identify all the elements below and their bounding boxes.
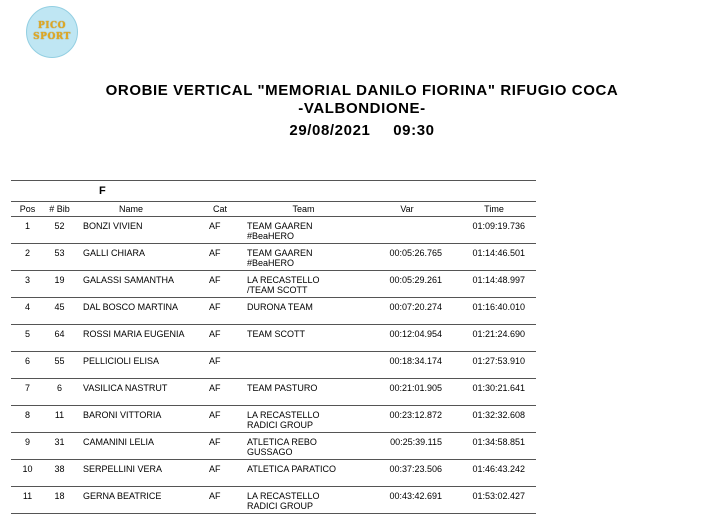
team-cell <box>245 433 362 460</box>
col-header-cat: Cat <box>195 202 245 217</box>
category-header-row <box>11 181 536 202</box>
col-header-bib: # Bib <box>44 202 75 217</box>
pos-cell: 4 <box>11 298 44 325</box>
pos-cell: 5 <box>11 325 44 352</box>
logo-line2: SPORT <box>33 32 71 42</box>
col-header-name: Name <box>75 202 195 217</box>
name-cell: SERPELLINI VERA <box>75 460 195 487</box>
pos-cell: 10 <box>11 460 44 487</box>
time-cell: 01:32:32.608 <box>452 406 536 433</box>
table-row <box>11 298 536 325</box>
time-cell: 01:14:46.501 <box>452 244 536 271</box>
cat-cell: AF <box>195 352 245 379</box>
team-line1: ATLETICA REBO <box>247 437 317 447</box>
col-header-time: Time <box>452 202 536 217</box>
time-cell: 01:16:40.010 <box>452 298 536 325</box>
team-cell <box>245 406 362 433</box>
team-line2: #BeaHERO <box>247 258 295 268</box>
table-row <box>11 487 536 514</box>
team-line2: RADICI GROUP <box>247 420 314 430</box>
bib-cell: 38 <box>44 460 75 487</box>
pos-cell: 8 <box>11 406 44 433</box>
team-line1: DURONA TEAM <box>247 302 313 312</box>
time-cell: 01:14:48.997 <box>452 271 536 298</box>
team-cell <box>245 487 362 514</box>
bib-cell: 64 <box>44 325 75 352</box>
team-cell <box>245 460 362 487</box>
var-cell: 00:05:26.765 <box>362 244 452 271</box>
pos-cell: 6 <box>11 352 44 379</box>
bib-cell: 45 <box>44 298 75 325</box>
table-row <box>11 217 536 244</box>
category-label: F <box>75 181 195 202</box>
name-cell: GALASSI SAMANTHA <box>75 271 195 298</box>
name-cell: GERNA BEATRICE <box>75 487 195 514</box>
pos-cell: 2 <box>11 244 44 271</box>
col-header-team: Team <box>245 202 362 217</box>
pico-sport-logo <box>26 6 78 58</box>
pos-cell: 3 <box>11 271 44 298</box>
var-cell: 00:37:23.506 <box>362 460 452 487</box>
team-line1: LA RECASTELLO <box>247 275 320 285</box>
bib-cell: 18 <box>44 487 75 514</box>
team-cell <box>245 379 362 406</box>
event-date: 29/08/2021 <box>289 122 371 139</box>
bib-cell: 31 <box>44 433 75 460</box>
var-cell: 00:18:34.174 <box>362 352 452 379</box>
var-cell: 00:25:39.115 <box>362 433 452 460</box>
team-line2: #BeaHERO <box>247 231 295 241</box>
event-location: -VALBONDIONE- <box>298 100 426 117</box>
team-cell <box>245 325 362 352</box>
var-cell: 00:05:29.261 <box>362 271 452 298</box>
name-cell: ROSSI MARIA EUGENIA <box>75 325 195 352</box>
team-line2: /TEAM SCOTT <box>247 285 308 295</box>
logo-line1: PICO <box>38 21 66 31</box>
time-cell: 01:21:24.690 <box>452 325 536 352</box>
table-row <box>11 271 536 298</box>
team-cell <box>245 298 362 325</box>
bib-cell: 52 <box>44 217 75 244</box>
team-line1: LA RECASTELLO <box>247 410 320 420</box>
cat-cell: AF <box>195 406 245 433</box>
cat-cell: AF <box>195 271 245 298</box>
var-cell: 00:07:20.274 <box>362 298 452 325</box>
time-cell: 01:27:53.910 <box>452 352 536 379</box>
team-line2: RADICI GROUP <box>247 501 314 511</box>
name-cell: VASILICA NASTRUT <box>75 379 195 406</box>
pos-cell: 9 <box>11 433 44 460</box>
table-row <box>11 406 536 433</box>
time-cell: 01:30:21.641 <box>452 379 536 406</box>
team-line1: ATLETICA PARATICO <box>247 464 337 474</box>
pos-cell: 1 <box>11 217 44 244</box>
var-cell: 00:12:04.954 <box>362 325 452 352</box>
bib-cell: 55 <box>44 352 75 379</box>
team-line2: GUSSAGO <box>247 447 293 457</box>
var-cell <box>362 217 452 244</box>
team-cell <box>245 352 362 379</box>
name-cell: CAMANINI LELIA <box>75 433 195 460</box>
name-cell: BARONI VITTORIA <box>75 406 195 433</box>
bib-cell: 11 <box>44 406 75 433</box>
pos-cell: 11 <box>11 487 44 514</box>
bib-cell: 53 <box>44 244 75 271</box>
time-cell: 01:46:43.242 <box>452 460 536 487</box>
table-row <box>11 325 536 352</box>
results-table <box>11 180 536 514</box>
bib-cell: 19 <box>44 271 75 298</box>
var-cell: 00:23:12.872 <box>362 406 452 433</box>
bib-cell: 6 <box>44 379 75 406</box>
name-cell: DAL BOSCO MARTINA <box>75 298 195 325</box>
cat-cell: AF <box>195 379 245 406</box>
table-row <box>11 433 536 460</box>
cat-cell: AF <box>195 298 245 325</box>
team-cell <box>245 244 362 271</box>
event-title: OROBIE VERTICAL "MEMORIAL DANILO FIORINA" RIFUGIO COCA <box>105 82 619 99</box>
table-row <box>11 379 536 406</box>
cat-cell: AF <box>195 244 245 271</box>
cat-cell: AF <box>195 433 245 460</box>
col-header-pos: Pos <box>11 202 44 217</box>
team-line1: LA RECASTELLO <box>247 491 320 501</box>
time-cell: 01:34:58.851 <box>452 433 536 460</box>
column-header-row <box>11 202 536 217</box>
cat-cell: AF <box>195 217 245 244</box>
col-header-var: Var <box>362 202 452 217</box>
event-time: 09:30 <box>393 122 435 139</box>
var-cell: 00:21:01.905 <box>362 379 452 406</box>
cat-cell: AF <box>195 325 245 352</box>
time-cell: 01:53:02.427 <box>452 487 536 514</box>
team-line1: TEAM PASTURO <box>247 383 318 393</box>
table-row <box>11 244 536 271</box>
pos-cell: 7 <box>11 379 44 406</box>
team-line1: TEAM SCOTT <box>247 329 305 339</box>
team-cell <box>245 271 362 298</box>
cat-cell: AF <box>195 460 245 487</box>
table-row <box>11 460 536 487</box>
cat-cell: AF <box>195 487 245 514</box>
event-datetime <box>0 122 724 139</box>
team-line1: TEAM GAAREN <box>247 248 313 258</box>
var-cell: 00:43:42.691 <box>362 487 452 514</box>
table-row <box>11 352 536 379</box>
name-cell: PELLICIOLI ELISA <box>75 352 195 379</box>
team-line1: TEAM GAAREN <box>247 221 313 231</box>
name-cell: BONZI VIVIEN <box>75 217 195 244</box>
time-cell: 01:09:19.736 <box>452 217 536 244</box>
name-cell: GALLI CHIARA <box>75 244 195 271</box>
team-cell <box>245 217 362 244</box>
